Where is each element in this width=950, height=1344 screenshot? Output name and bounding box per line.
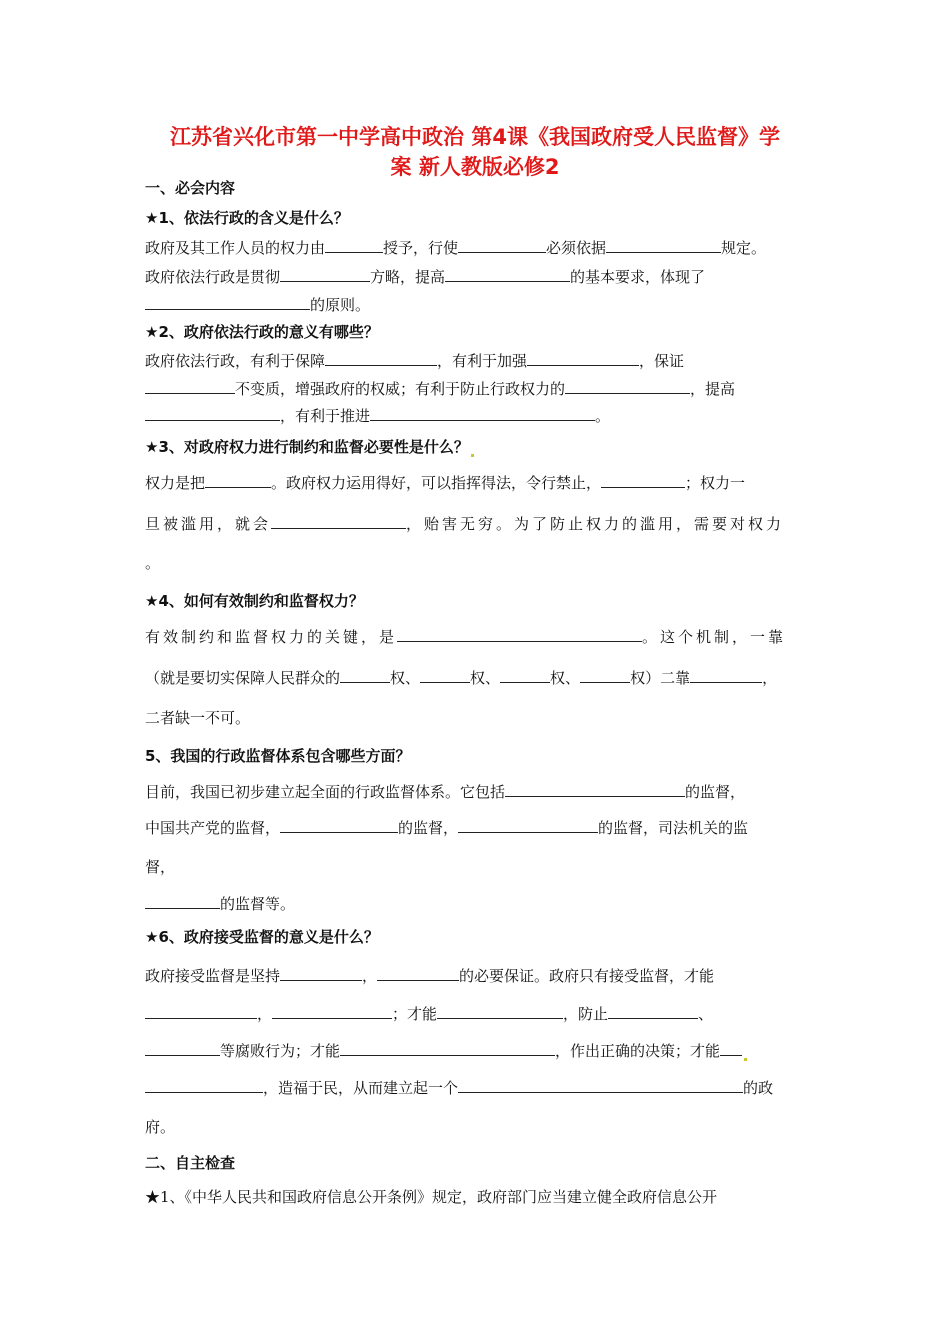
question-6-line-5: 府。 <box>145 1118 176 1136</box>
title-line-1: 江苏省兴化市第一中学高中政治 第4课《我国政府受人民监督》学 <box>170 125 780 149</box>
question-6-line-3: 等腐败行为；才能 ，作出正确的决策；才能 <box>145 1040 747 1061</box>
fill-blank[interactable] <box>720 1040 742 1056</box>
fill-blank[interactable] <box>458 817 598 833</box>
question-2-line-3: ，有利于推进 。 <box>145 405 610 426</box>
question-3-line-3: 。 <box>145 554 161 572</box>
fill-blank[interactable] <box>601 472 685 488</box>
fill-blank[interactable] <box>580 667 630 683</box>
fill-blank[interactable] <box>370 405 595 421</box>
fill-blank[interactable] <box>271 513 406 529</box>
fill-blank[interactable] <box>690 667 762 683</box>
fill-blank[interactable] <box>458 1077 743 1093</box>
fill-blank[interactable] <box>500 667 550 683</box>
fill-blank[interactable] <box>606 237 721 253</box>
fill-blank[interactable] <box>437 1003 563 1019</box>
question-2-line-2: 不变质，增强政府的权威；有利于防止行政权力的 ，提高 <box>145 378 735 399</box>
document-title <box>120 122 830 182</box>
fill-blank[interactable] <box>340 1040 555 1056</box>
question-6-line-1: 政府接受监督是坚持 ， 的必要保证。政府只有接受监督，才能 <box>145 967 715 985</box>
fill-blank[interactable] <box>145 1077 263 1093</box>
fill-blank[interactable] <box>445 266 570 282</box>
fill-blank[interactable] <box>145 1003 257 1019</box>
question-4-heading: ★4、如何有效制约和监督权力？ <box>145 592 364 610</box>
fill-blank[interactable] <box>145 405 280 421</box>
fill-blank[interactable] <box>608 1003 698 1019</box>
question-6-line-4: ，造福于民，从而建立起一个 的政 <box>145 1077 773 1098</box>
fill-blank[interactable] <box>145 893 220 909</box>
fill-blank[interactable] <box>377 965 459 981</box>
question-3-line-1: 权力是把 。政府权力运用得好，可以指挥得法，令行禁止， ；权力一 <box>145 474 746 492</box>
section-heading-self-check: 二、自主检查 <box>145 1154 236 1172</box>
question-4-line-1: 有效制约和监督权力的关键，是 。这个机制，一靠 <box>145 628 787 646</box>
question-6-heading: ★6、政府接受监督的意义是什么？ <box>145 928 379 946</box>
fill-blank[interactable] <box>340 667 390 683</box>
fill-blank[interactable] <box>272 1003 392 1019</box>
fill-blank[interactable] <box>145 1040 220 1056</box>
fill-blank[interactable] <box>527 350 639 366</box>
question-6-line-2: ， ；才能 ，防止 、 <box>145 1003 713 1024</box>
fill-blank[interactable] <box>397 626 642 642</box>
question-3-heading: ★3、对政府权力进行制约和监督必要性是什么？ <box>145 437 474 457</box>
check-1-line-1: ★1、《中华人民共和国政府信息公开条例》规定，政府部门应当建立健全政府信息公开 <box>145 1188 718 1206</box>
question-5-line-1: 目前，我国已初步建立起全面的行政监督体系。它包括 的监督， <box>145 783 746 801</box>
question-2-line-1: 政府依法行政，有利于保障 ，有利于加强 ，保证 <box>145 352 685 370</box>
question-1-line-3: 的原则。 <box>145 294 370 315</box>
fill-blank[interactable] <box>565 378 690 394</box>
fill-blank[interactable] <box>505 781 685 797</box>
fill-blank[interactable] <box>325 237 383 253</box>
fill-blank[interactable] <box>458 237 546 253</box>
fill-blank[interactable] <box>280 817 398 833</box>
question-5-heading: 5、我国的行政监督体系包含哪些方面？ <box>145 747 411 765</box>
fill-blank[interactable] <box>205 472 271 488</box>
question-3-line-2: 旦被滥用，就会 ，贻害无穷。为了防止权力的滥用，需要对权力 <box>145 515 785 533</box>
question-1-line-1: 政府及其工作人员的权力由 授予，行使 必须依据 规定。 <box>145 239 767 257</box>
question-5-line-2: 中国共产党的监督， 的监督， 的监督，司法机关的监 <box>145 819 749 837</box>
fill-blank[interactable] <box>145 294 310 310</box>
fill-blank[interactable] <box>280 266 370 282</box>
title-line-2: 案 新人教版必修2 <box>390 155 560 179</box>
question-5-line-3: 督， <box>145 858 176 876</box>
fill-blank[interactable] <box>420 667 470 683</box>
question-4-line-2: （就是要切实保障人民群众的 权、 权、 权、 权）二靠 ， <box>145 669 778 687</box>
fill-blank[interactable] <box>325 350 437 366</box>
question-2-heading: ★2、政府依法行政的意义有哪些？ <box>145 323 379 341</box>
question-4-line-3: 二者缺一不可。 <box>145 709 251 727</box>
fill-blank[interactable] <box>280 965 362 981</box>
mark-dot <box>744 1058 747 1061</box>
question-1-heading: ★1、依法行政的含义是什么？ <box>145 209 349 227</box>
mark-dot <box>471 454 474 457</box>
question-5-line-4: 的监督等。 <box>145 893 295 914</box>
section-heading-required: 一、必会内容 <box>145 179 236 197</box>
question-1-line-2: 政府依法行政是贯彻 方略，提高 的基本要求，体现了 <box>145 268 706 286</box>
fill-blank[interactable] <box>145 378 235 394</box>
